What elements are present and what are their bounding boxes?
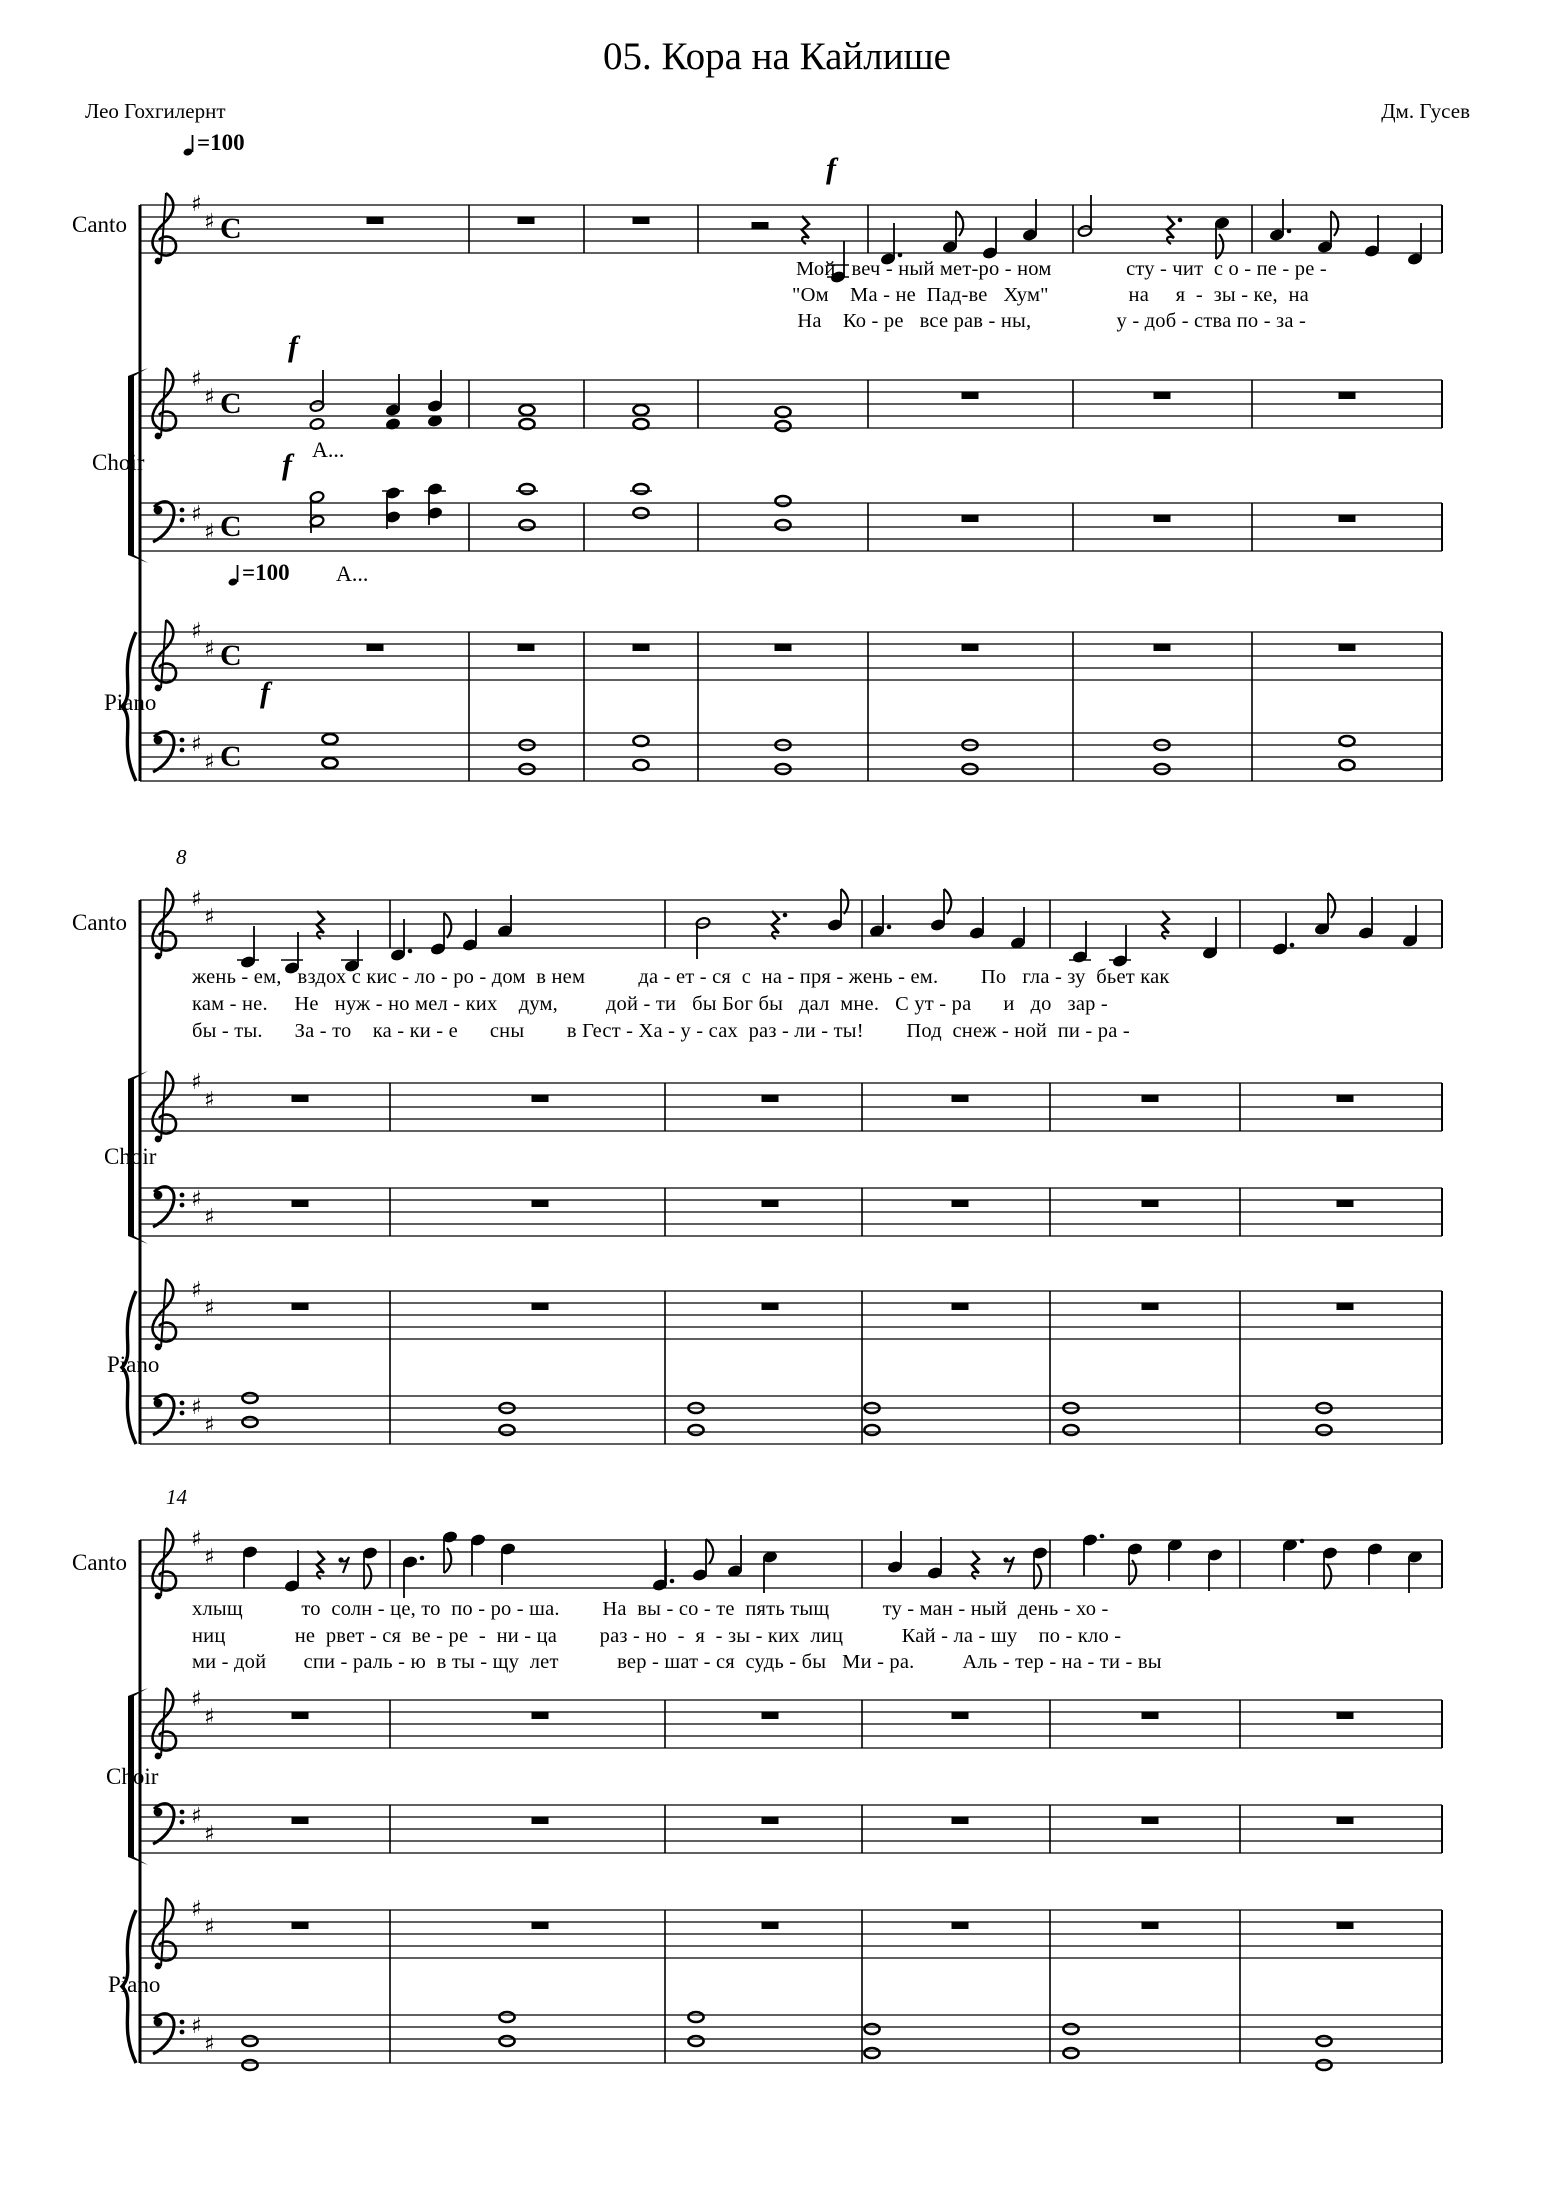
bass-clef-icon xyxy=(180,1411,185,1416)
note xyxy=(1407,1551,1422,1593)
bass-clef-icon xyxy=(180,748,185,753)
staff-label-piano-2: Piano xyxy=(107,1352,160,1377)
bass-clef-icon xyxy=(180,1820,185,1825)
note xyxy=(362,1547,377,1589)
note xyxy=(499,2012,514,2022)
rest xyxy=(1154,515,1171,522)
note xyxy=(775,421,790,431)
note xyxy=(499,1425,514,1435)
lyrics-line-2-verse-2: кам - не. Не нуж - но мел - ких дум, дой - ти бы Бог бы дал мне. С ут - ра и до зар - xyxy=(192,993,1108,1015)
staff-choir-treble xyxy=(140,1070,1442,1142)
key-signature-sharp: ♯ xyxy=(204,1413,215,1438)
note xyxy=(1316,2036,1331,2046)
key-signature-sharp: ♯ xyxy=(191,367,202,392)
note xyxy=(692,1539,713,1581)
bass-clef-icon xyxy=(180,2030,185,2035)
staff-label-canto-1: Canto xyxy=(72,212,127,237)
note xyxy=(1032,1547,1047,1589)
note xyxy=(499,2036,514,2046)
staff-label-piano-3: Piano xyxy=(108,1972,161,1997)
note xyxy=(1063,2048,1078,2058)
rest xyxy=(292,1303,309,1310)
lyrics-line-2-verse-3: бы - ты. За - то ка - ки - е сны в Гест - Ха - у - сах раз - ли - ты! Под снеж - ной пи - ра - xyxy=(192,1020,1130,1042)
rest xyxy=(518,217,535,224)
note xyxy=(633,484,648,494)
note xyxy=(1077,195,1092,237)
tempo-value: =100 xyxy=(197,130,245,155)
time-signature: C xyxy=(220,387,242,420)
rest xyxy=(762,1922,779,1929)
rest xyxy=(292,1200,309,1207)
rest xyxy=(532,1200,549,1207)
rest xyxy=(762,1817,779,1824)
lyrics-line-3-verse-1: хлыщ то солн - це, то по - ро - ша. На вы - со - те пять тыщ ту - ман - ный день - хо - xyxy=(192,1598,1109,1620)
rest xyxy=(762,1712,779,1719)
note xyxy=(242,2060,257,2070)
note xyxy=(309,370,324,412)
quarter-note-icon xyxy=(228,563,240,587)
note xyxy=(390,919,412,961)
key-signature-sharp: ♯ xyxy=(191,1070,202,1095)
rest xyxy=(962,392,979,399)
rest xyxy=(1142,1817,1159,1824)
rest xyxy=(1154,392,1171,399)
key-signature-sharp: ♯ xyxy=(204,1705,215,1730)
note xyxy=(1322,1547,1337,1589)
rest xyxy=(952,1922,969,1929)
dynamic-f-piano: f xyxy=(260,676,270,709)
rest xyxy=(802,216,809,244)
tempo-value: =100 xyxy=(242,560,290,585)
rest xyxy=(367,644,384,651)
measure-number-8: 8 xyxy=(176,845,187,869)
key-signature-sharp: ♯ xyxy=(191,1395,202,1420)
staff-label-canto-2: Canto xyxy=(72,910,127,935)
rest xyxy=(1167,216,1182,244)
time-signature: C xyxy=(220,639,242,672)
bass-clef-icon xyxy=(180,1193,185,1198)
note xyxy=(1316,1425,1331,1435)
key-signature-sharp: ♯ xyxy=(191,1187,202,1212)
dynamic-f-choir-treble: f xyxy=(288,330,298,363)
key-signature-sharp: ♯ xyxy=(204,1545,215,1570)
key-signature-sharp: ♯ xyxy=(191,1897,202,1922)
page-title: 05. Кора на Кайлише xyxy=(603,35,951,78)
dynamic-f-choir-bass: f xyxy=(282,448,292,481)
key-signature-sharp: ♯ xyxy=(191,732,202,757)
bass-clef-icon xyxy=(180,1810,185,1815)
bass-clef-icon xyxy=(180,1203,185,1208)
staff-label-canto-3: Canto xyxy=(72,1550,127,1575)
treble-clef-icon xyxy=(155,1344,162,1351)
key-signature-sharp: ♯ xyxy=(204,1296,215,1321)
treble-clef-icon xyxy=(155,1753,162,1760)
rest xyxy=(367,217,384,224)
note xyxy=(240,926,255,968)
key-signature-sharp: ♯ xyxy=(191,1278,202,1303)
note xyxy=(1207,1549,1222,1591)
rest xyxy=(1142,1200,1159,1207)
key-signature-sharp: ♯ xyxy=(204,385,215,410)
note xyxy=(1316,2060,1331,2070)
rest xyxy=(1162,911,1169,939)
staff-label-choir-3: Choir xyxy=(106,1764,159,1789)
note xyxy=(385,487,400,529)
rest xyxy=(292,1922,309,1929)
staff-choir-bass xyxy=(140,1187,1442,1236)
time-signature: C xyxy=(220,510,242,543)
rest xyxy=(532,1817,549,1824)
note xyxy=(982,217,997,259)
note xyxy=(762,1551,777,1593)
key-signature-sharp: ♯ xyxy=(204,637,215,662)
treble-clef-icon xyxy=(155,1136,162,1143)
choir-bracket xyxy=(128,1857,148,1865)
rest xyxy=(1339,515,1356,522)
key-signature-sharp: ♯ xyxy=(204,750,215,775)
rest xyxy=(1008,1557,1014,1573)
bass-clef-icon xyxy=(180,738,185,743)
rest xyxy=(1003,1557,1014,1573)
note xyxy=(827,889,848,931)
note xyxy=(633,508,648,518)
key-signature-sharp: ♯ xyxy=(191,1527,202,1552)
rest xyxy=(762,1095,779,1102)
note xyxy=(775,520,790,530)
note xyxy=(519,405,534,415)
key-signature-sharp: ♯ xyxy=(204,905,215,930)
key-signature-sharp: ♯ xyxy=(204,520,215,545)
note xyxy=(727,1535,742,1577)
rest xyxy=(1142,1712,1159,1719)
staff-piano-bass xyxy=(140,1393,1442,1444)
rest xyxy=(1337,1817,1354,1824)
note xyxy=(688,2012,703,2022)
rest xyxy=(518,644,535,651)
rest xyxy=(317,1551,324,1579)
rest xyxy=(1142,1922,1159,1929)
rest xyxy=(292,1817,309,1824)
note xyxy=(1272,913,1294,955)
rest xyxy=(292,1095,309,1102)
lyrics-line-1-verse-1: Мой веч - ный мет-ро - ном сту - чит с о - пе - ре - xyxy=(796,258,1327,280)
note xyxy=(927,1537,942,1579)
staff-label-piano-1: Piano xyxy=(104,690,157,715)
lyrics-line-2-verse-1: жень - ем, вздох с кис - ло - ро - дом в нем да - ет - ся с на - пря - жень - ем. По гла - зу бьет как xyxy=(192,966,1170,988)
lyrics-line-1-verse-2: "Ом Ма - не Пад-ве Хум" на я - зы - ке, на xyxy=(792,284,1309,306)
lyricist-credit: Лео Гохгилернт xyxy=(85,99,226,123)
quarter-note-icon xyxy=(183,133,195,157)
choir-bracket xyxy=(128,555,148,563)
choir-bracket xyxy=(128,1071,148,1079)
staff-piano-bass xyxy=(140,2012,1442,2070)
rest xyxy=(292,1712,309,1719)
staff-choir-treble xyxy=(140,1687,1442,1759)
note xyxy=(470,1534,485,1576)
choir-bracket xyxy=(128,1688,148,1696)
choir-vocalise-soprano: A... xyxy=(312,437,345,462)
note xyxy=(1072,921,1087,963)
rest xyxy=(762,1200,779,1207)
note xyxy=(242,1417,257,1427)
rest xyxy=(1154,644,1171,651)
choir-bracket xyxy=(128,1236,148,1244)
bass-clef-icon xyxy=(180,508,185,513)
note xyxy=(322,734,337,744)
note xyxy=(462,909,477,951)
choir-vocalise-bass: A... xyxy=(336,561,369,586)
note xyxy=(519,520,534,530)
note xyxy=(430,913,451,955)
note xyxy=(969,897,984,939)
staff-choir-bass xyxy=(140,1804,1442,1853)
rest xyxy=(1337,1712,1354,1719)
staff-piano-treble xyxy=(140,1897,1442,2063)
key-signature-sharp: ♯ xyxy=(204,2032,215,2057)
rest xyxy=(772,911,787,939)
rest xyxy=(775,644,792,651)
note xyxy=(652,1549,674,1591)
staff-label-choir-1: Choir xyxy=(92,450,145,475)
rest xyxy=(962,644,979,651)
staff-piano-bass xyxy=(140,732,1442,781)
note xyxy=(864,2048,879,2058)
key-signature-sharp: ♯ xyxy=(204,1915,215,1940)
rest xyxy=(952,1712,969,1719)
rest xyxy=(952,1303,969,1310)
measure-number-14: 14 xyxy=(166,1485,187,1509)
tempo-marking xyxy=(183,130,245,157)
note xyxy=(322,758,337,768)
staff-piano-treble xyxy=(140,1278,1442,1444)
rest xyxy=(762,1303,779,1310)
rest xyxy=(338,1557,349,1573)
rest xyxy=(633,644,650,651)
tempo-marking-piano xyxy=(228,560,290,587)
note xyxy=(1063,2024,1078,2034)
choir-bracket xyxy=(128,368,148,376)
rest xyxy=(952,1200,969,1207)
rest xyxy=(532,1712,549,1719)
treble-clef-icon xyxy=(155,1963,162,1970)
rest xyxy=(952,1095,969,1102)
rest xyxy=(532,1095,549,1102)
note xyxy=(427,370,442,412)
staff-label-choir-2: Choir xyxy=(104,1144,157,1169)
rest xyxy=(952,1817,969,1824)
note xyxy=(402,1556,424,1598)
lyrics-line-3-verse-3: ми - дой спи - раль - ю в ты - щу лет вер - шат - ся судь - бы Ми - ра. Аль - тер - на - ти - вы xyxy=(192,1651,1162,1673)
note xyxy=(633,405,648,415)
bass-clef-icon xyxy=(180,2020,185,2025)
staff-choir-bass xyxy=(140,483,1442,551)
rest xyxy=(1337,1922,1354,1929)
lyrics-line-3-verse-2: ниц не рвет - ся ве - ре - ни - ца раз - но - я - зы - ких лиц Кай - ла - шу по - кло - xyxy=(192,1625,1122,1647)
note xyxy=(497,895,512,937)
bass-clef-icon xyxy=(180,1401,185,1406)
note xyxy=(242,2036,257,2046)
composer-credit: Дм. Гусев xyxy=(1381,99,1470,123)
bass-clef-icon xyxy=(180,518,185,523)
note xyxy=(688,1425,703,1435)
key-signature-sharp: ♯ xyxy=(191,887,202,912)
rest xyxy=(1337,1200,1354,1207)
rest xyxy=(633,217,650,224)
treble-clef-icon xyxy=(155,953,162,960)
time-signature: C xyxy=(220,212,242,245)
key-signature-sharp: ♯ xyxy=(191,1687,202,1712)
rest xyxy=(752,222,769,229)
rest xyxy=(532,1922,549,1929)
rest xyxy=(1142,1303,1159,1310)
treble-clef-icon xyxy=(155,433,162,440)
staff-canto xyxy=(140,1527,1442,1599)
note xyxy=(864,1425,879,1435)
note xyxy=(1358,897,1373,939)
note xyxy=(1112,925,1127,967)
rest xyxy=(343,1557,349,1573)
note xyxy=(930,889,951,931)
rest xyxy=(972,1551,979,1579)
treble-clef-icon xyxy=(155,1593,162,1600)
rest xyxy=(532,1303,549,1310)
rest xyxy=(317,911,324,939)
note xyxy=(1063,1425,1078,1435)
note xyxy=(1167,1539,1182,1581)
note xyxy=(427,483,442,525)
time-signature: C xyxy=(220,740,242,773)
note xyxy=(242,1546,257,1588)
staff-canto xyxy=(140,887,1442,974)
key-signature-sharp: ♯ xyxy=(204,1205,215,1230)
rest xyxy=(1337,1303,1354,1310)
staff-choir-treble xyxy=(140,367,1442,439)
note xyxy=(1282,1539,1304,1581)
note xyxy=(869,895,891,937)
key-signature-sharp: ♯ xyxy=(191,502,202,527)
rest xyxy=(1339,644,1356,651)
key-signature-sharp: ♯ xyxy=(191,619,202,644)
note xyxy=(695,917,710,959)
note xyxy=(688,2036,703,2046)
note xyxy=(1364,215,1379,257)
rest xyxy=(962,515,979,522)
key-signature-sharp: ♯ xyxy=(204,1088,215,1113)
key-signature-sharp: ♯ xyxy=(191,2014,202,2039)
dynamic-f-canto: f xyxy=(826,152,836,185)
note xyxy=(242,1393,257,1403)
note xyxy=(775,496,790,506)
treble-clef-icon xyxy=(155,258,162,265)
note xyxy=(519,484,534,494)
note xyxy=(284,1550,299,1592)
key-signature-sharp: ♯ xyxy=(191,1804,202,1829)
note xyxy=(864,2024,879,2034)
rest xyxy=(1142,1095,1159,1102)
key-signature-sharp: ♯ xyxy=(204,1822,215,1847)
note xyxy=(1010,907,1025,949)
rest xyxy=(1339,392,1356,399)
lyrics-line-1-verse-3: На Ко - ре все рав - ны, у - доб - ства по - за - xyxy=(792,310,1306,332)
key-signature-sharp: ♯ xyxy=(191,192,202,217)
rest xyxy=(1337,1095,1354,1102)
key-signature-sharp: ♯ xyxy=(204,210,215,235)
